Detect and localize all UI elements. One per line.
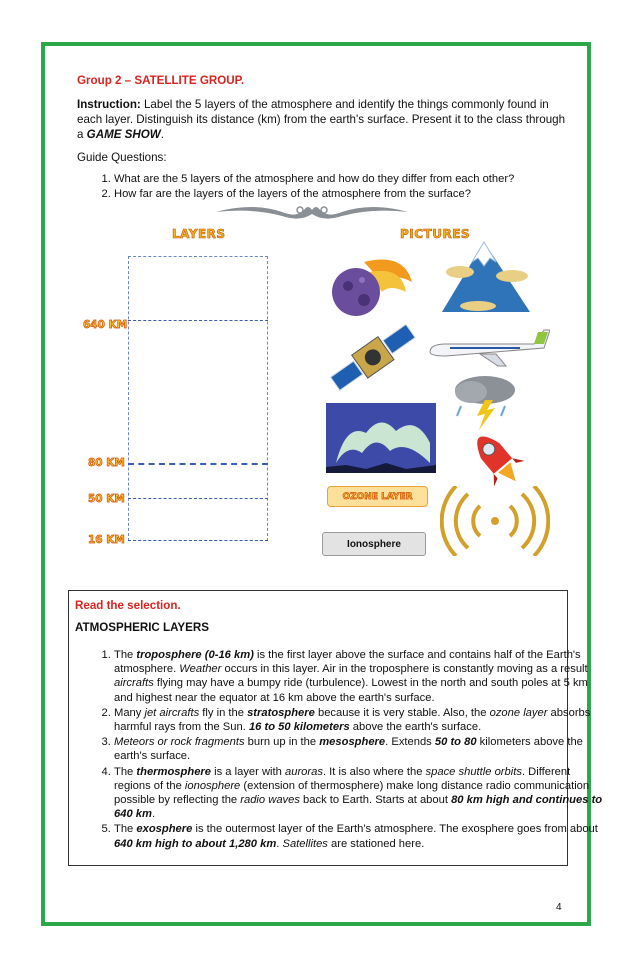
meteor-icon <box>324 252 414 320</box>
pictures-title: PICTURES <box>400 227 471 241</box>
group-title: Group 2 – SATELLITE GROUP. <box>77 74 245 87</box>
instruction-line-1 <box>77 97 567 112</box>
layers-description-list <box>70 648 606 852</box>
guide-questions-label: Guide Questions: <box>77 151 167 164</box>
list-item-troposphere: 1. The troposphere (0-16 km) is the first layer above the surface and contains half of the Earth's atmosphere. Weather occurs in this layer. Air in the troposphere is constantly moving as a result aircrafts flying may have a bumpy ride (turbulence). Lowest in the north and south poles at 5 km and highest near the equator at 16 km above the earth's surface. <box>114 648 606 705</box>
page-number: 4 <box>556 902 562 913</box>
ozone-layer-label <box>327 486 428 507</box>
list-item-thermosphere: 4. The thermosphere is a layer with auroras. It is also where the space shuttle orbits. Different regions of the ionosphere (extension of thermosphere) make long distance radio communication possible by reflecting the radio waves back to Earth. Starts at about 80 km high and continues to 640 km. <box>114 765 606 822</box>
guide-questions-list <box>70 172 614 202</box>
line-80km <box>128 463 268 465</box>
km-label-640: 640 KM <box>83 319 128 331</box>
instruction-text: Label the 5 layers of the atmosphere and identify the things commonly found in <box>140 98 549 111</box>
ozone-layer-text: OZONE LAYER <box>342 491 413 502</box>
list-item-exosphere: 5. The exosphere is the outermost layer of the Earth's atmosphere. The exosphere goes from about 640 km high to about 1,280 km. Satellites are stationed here. <box>114 822 606 850</box>
game-show-text: GAME SHOW <box>86 128 161 141</box>
question-item: 1. What are the 5 layers of the atmosphere and how do they differ from each other? <box>114 172 614 187</box>
line-640km <box>128 320 268 321</box>
list-item-stratosphere: 2. Many jet aircrafts fly in the stratosphere because it is very stable. Also, the ozone layer absorbs harmful rays from the Sun. 16 to 50 kilometers above the earth's surface. <box>114 706 606 734</box>
instruction-l3a: a <box>77 128 87 141</box>
question-item: 2. How far are the layers of the layers of the atmosphere from the surface? <box>114 187 614 202</box>
radio-waves-icon <box>440 486 550 556</box>
km-label-80: 80 KM <box>88 457 125 469</box>
atmospheric-layers-title: ATMOSPHERIC LAYERS <box>75 621 209 634</box>
km-label-16: 16 KM <box>88 534 125 546</box>
jet-airplane-icon <box>426 326 550 370</box>
line-16km <box>128 540 268 541</box>
satellite-icon <box>328 323 420 395</box>
instruction-l3c: . <box>160 128 164 141</box>
instruction-line-3 <box>77 127 164 142</box>
ornament-divider <box>212 200 412 224</box>
rocket-icon <box>450 420 534 486</box>
instruction-line-2: each layer. Distinguish its distance (km) from the earth's surface. Present it to the class through <box>77 113 566 126</box>
ionosphere-label: Ionosphere <box>322 532 426 556</box>
km-label-50: 50 KM <box>88 493 125 505</box>
read-selection-title: Read the selection. <box>75 599 181 612</box>
instruction-label: Instruction: <box>77 98 141 111</box>
list-item-mesosphere: 3. Meteors or rock fragments burn up in the mesosphere. Extends 50 to 80 kilometers above the earth's surface. <box>114 735 606 763</box>
aurora-icon <box>326 403 436 473</box>
volcano-mountain-icon <box>438 232 534 316</box>
layers-title: LAYERS <box>172 227 226 241</box>
line-50km <box>128 498 268 499</box>
